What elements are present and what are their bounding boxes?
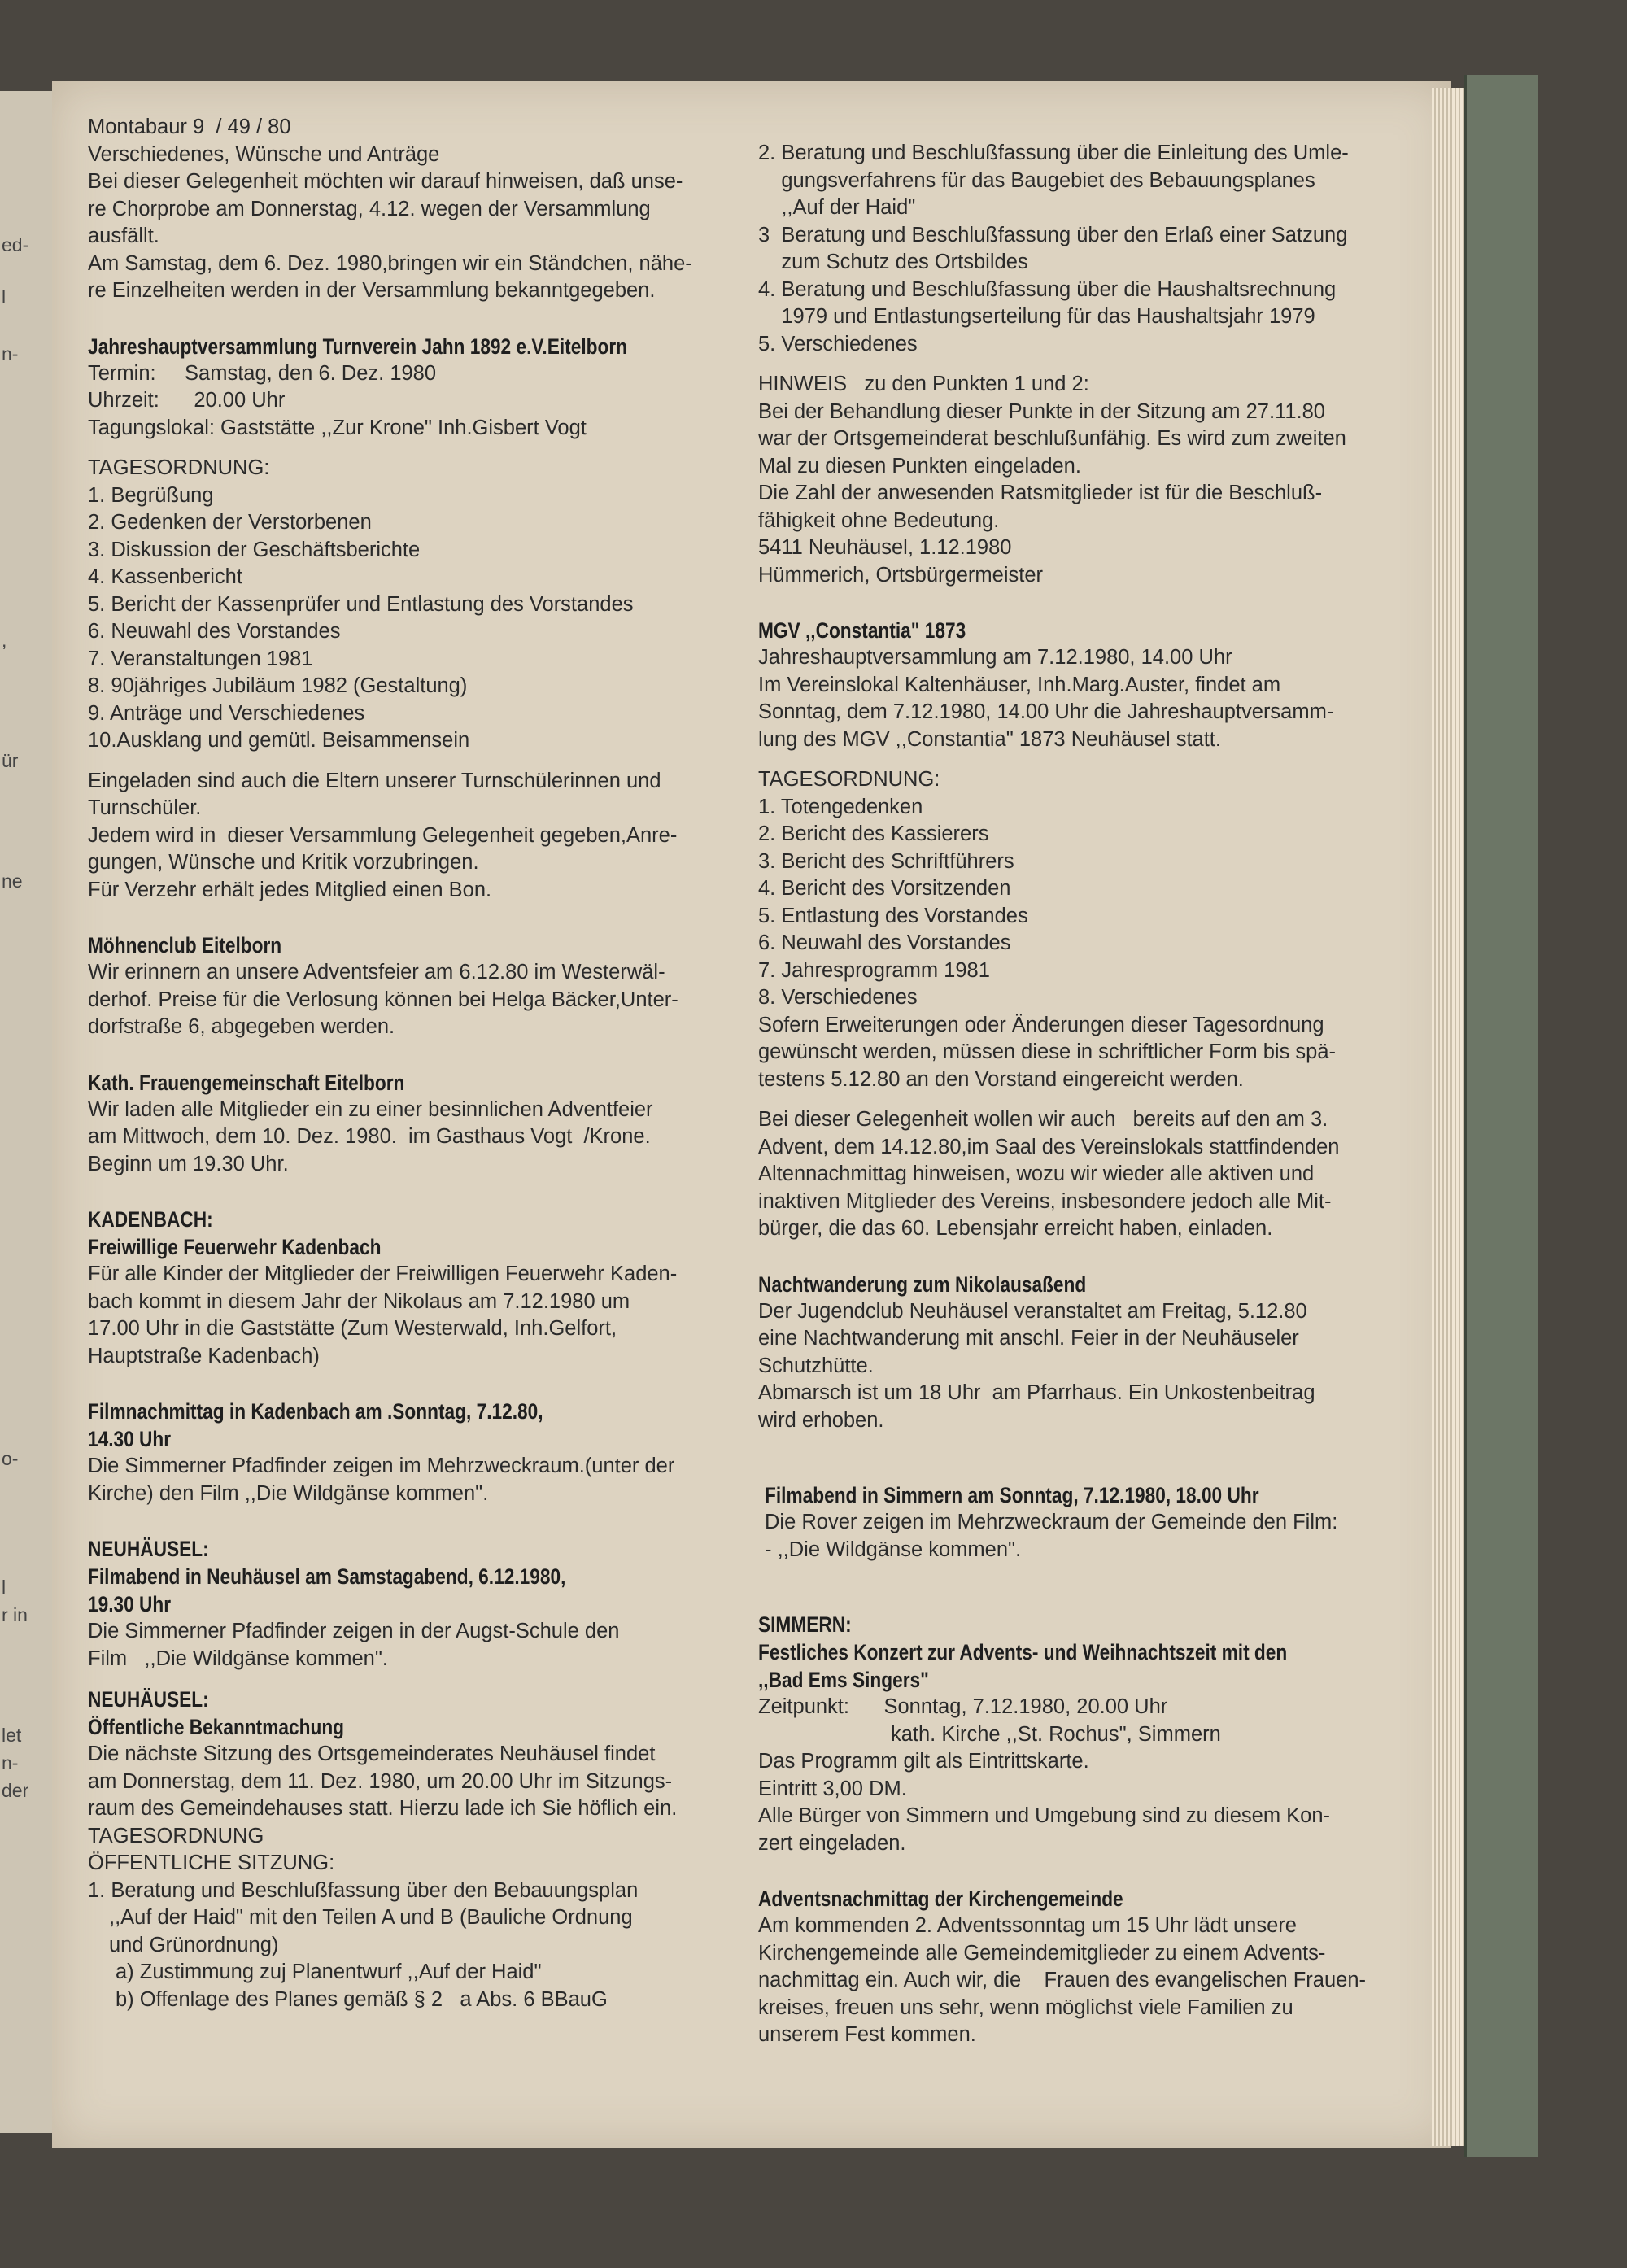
adjacent-page-fragment: n- (2, 1752, 19, 1773)
list-item: 4. Kassenbericht (88, 565, 242, 588)
sub-item: a) Zustimmung zuj Planentwurf ,,Auf der Haid" (116, 1961, 542, 1983)
announcement-text: Sofern Erweiterungen oder Änderungen dieser Tagesordnung gewünscht werden, müssen diese in schriftlicher Form bis spä- testens 5.12.80 an den Vorstand eingereicht werden. (758, 1013, 1337, 1091)
section-heading: 19.30 Uhr (88, 1592, 172, 1616)
adjacent-page-fragment: l (2, 286, 7, 307)
notice-text: HINWEIS zu den Punkten 1 und 2: Bei der Behandlung dieser Punkte in der Sitzung am 27.11.80 war der Ortsgemeinderat beschlußunfähig. Es wird zum zweiten Mal zu diesen Punkten eingeladen. Die Zahl der anwesenden Ratsmitglieder ist für die Beschluß- fähigkeit ohne Bedeutung. 5411 Neuhäusel, 1.12.1980 Hümmerich, Ortsbürgermeister (758, 373, 1346, 587)
page-stack-edge (1432, 88, 1464, 2146)
announcement-text: Bei dieser Gelegenheit möchten wir darauf hinweisen, daß unse- re Chorprobe am Donnerstag, 4.12. wegen der Versammlung ausfällt. Am Samstag, dem 6. Dez. 1980,bringen wir ein Ständchen, nähe- re Einzelheiten werden in der Versammlung bekanntgegeben. (88, 170, 692, 302)
announcement-text: Eingeladen sind auch die Eltern unserer Turnschülerinnen und Turnschüler. Jedem wird in dieser Versammlung Gelegenheit gegeben,Anre- gungen, Wünsche und Kritik vorzubringen. Für Verzehr erhält jedes Mitglied einen Bon. (88, 769, 678, 901)
adjacent-page-fragment: r in (2, 1604, 28, 1625)
section-heading: Filmabend in Neuhäusel am Samstagabend, 6.12.1980, (88, 1564, 566, 1589)
announcement-text: Der Jugendclub Neuhäusel veranstaltet am Freitag, 5.12.80 eine Nachtwanderung mit anschl. Feier in der Neuhäuseler Schutzhütte. Abmarsch ist um 18 Uhr am Pfarrhaus. Ein Unkostenbeitrag wird erhoben. (758, 1299, 1315, 1432)
section-heading: Nachtwanderung zum Nikolausaßend (758, 1271, 1087, 1297)
announcement-text: Die nächste Sitzung des Ortsgemeinderates Neuhäusel findet am Donnerstag, dem 11. Dez. 1980, um 20.00 Uhr im Sitzungs- raum des Gemeindehauses statt. Hierzu lade ich Sie höflich ein. (88, 1742, 678, 1820)
adjacent-page-fragment: ne (2, 870, 23, 892)
list-item: 5. Verschiedenes (758, 332, 918, 355)
announcement-text: Jahreshauptversammlung am 7.12.1980, 14.00 Uhr Im Vereinslokal Kaltenhäuser, Inh.Marg.Auster, findet am Sonntag, dem 7.12.1980, 14.00 Uhr die Jahreshauptversamm- lung des MGV ,,Constantia" 1873 Neuhäusel statt. (758, 646, 1334, 751)
adjacent-page-strip (0, 91, 59, 2133)
list-item: 1. Beratung und Beschlußfassung über den Bebauungsplan (88, 1878, 639, 1902)
agenda-title: TAGESORDNUNG (88, 1824, 264, 1847)
list-item-continuation: ,,Auf der Haid" mit den Teilen A und B (Bauliche Ordnung (109, 1906, 633, 1929)
agenda-list (88, 482, 739, 755)
sub-item: b) Offenlage des Planes gemäß § 2 a Abs. 6 BBauG (116, 1987, 608, 2011)
place-heading: NEUHÄUSEL: (88, 1537, 209, 1561)
section-heading: Filmnachmittag in Kadenbach am .Sonntag, 7.12.80, (88, 1399, 543, 1424)
announcement-text: Die Rover zeigen im Mehrzweckraum der Gemeinde den Film: - ,,Die Wildgänse kommen". (765, 1511, 1338, 1561)
list-item: 9. Anträge und Verschiedenes (88, 701, 365, 725)
list-item: 2. Bericht des Kassierers (758, 822, 989, 845)
section-heading: ,,Bad Ems Singers" (758, 1668, 929, 1692)
section-heading: Festliches Konzert zur Advents- und Weihnachtszeit mit den (758, 1640, 1288, 1664)
section-heading: Adventsnachmittag der Kirchengemeinde (758, 1886, 1123, 1911)
list-item: 5. Entlastung des Vorstandes (758, 904, 1028, 927)
list-item: 8. 90jähriges Jubiläum 1982 (Gestaltung) (88, 674, 468, 697)
adjacent-page-fragment: der (2, 1780, 29, 1801)
list-item: 8. Verschiedenes (758, 986, 918, 1009)
section-heading: Jahreshauptversammlung Turnverein Jahn 1892 e.V.Eitelborn (88, 334, 628, 359)
list-item: 10.Ausklang und gemütl. Beisammensein (88, 729, 470, 752)
list-item-continuation: zum Schutz des Ortsbildes (758, 251, 1028, 273)
list-item: 4. Beratung und Beschlußfassung über die Haushaltsrechnung (758, 277, 1337, 301)
section-heading: 14.30 Uhr (88, 1427, 172, 1451)
agenda-list (758, 794, 1409, 1012)
place-heading: NEUHÄUSEL: (88, 1687, 209, 1712)
list-item: 7. Veranstaltungen 1981 (88, 647, 313, 670)
list-item-continuation: gungsverfahrens für das Baugebiet des Bebauungsplanes (758, 168, 1315, 192)
announcement-text: Bei dieser Gelegenheit wollen wir auch bereits auf den am 3. Advent, dem 14.12.80,im Saal des Vereinslokals stattfindenden Altennachmittag hinweisen, wozu wir wieder alle aktiven und inaktiven Mitglieder des Vereins, insbesondere jedoch alle Mit- bürger, die das 60. Lebensjahr erreicht haben, einladen. (758, 1108, 1340, 1240)
announcement-text: Die Simmerner Pfadfinder zeigen in der Augst-Schule den Film ,,Die Wildgänse kommen". (88, 1620, 620, 1670)
list-item-continuation: 1979 und Entlastungserteilung für das Haushaltsjahr 1979 (758, 305, 1315, 328)
section-heading: Filmabend in Simmern am Sonntag, 7.12.1980, 18.00 Uhr (765, 1483, 1259, 1507)
place-heading: KADENBACH: (88, 1207, 213, 1232)
announcement-text: Am kommenden 2. Adventssonntag um 15 Uhr lädt unsere Kirchengemeinde alle Gemeindemitglieder zu einem Advents- nachmittag ein. Auch wir, die Frauen des evangelischen Frauen- kreises, freuen uns sehr, wenn möglichst viele Familien zu unserem Fest kommen. (758, 1914, 1367, 2046)
issue-header: Montabaur 9 / 49 / 80 (88, 116, 291, 138)
section-heading: Öffentliche Bekanntmachung (88, 1715, 345, 1739)
adjacent-page-fragment: let (2, 1725, 22, 1746)
section-heading: Möhnenclub Eitelborn (88, 933, 282, 957)
announcement-text: Wir erinnern an unsere Adventsfeier am 6.12.80 im Westerwäl- derhof. Preise für die Verlosung können bei Helga Bäcker,Unter- dorfstraße 6, abgegeben werden. (88, 961, 678, 1038)
announcement-text: Für alle Kinder der Mitglieder der Freiwilligen Feuerwehr Kaden- bach kommt in diesem Jahr der Nikolaus am 7.12.1980 um 17.00 Uhr in die Gaststätte (Zum Westerwald, Inh.Gelfort, Hauptstraße Kadenbach) (88, 1263, 678, 1367)
adjacent-page-fragment: l (2, 1577, 7, 1598)
agenda-list (758, 140, 1409, 358)
list-item: 3 Beratung und Beschlußfassung über den Erlaß einer Satzung (758, 223, 1348, 246)
adjacent-page-fragment: ed- (2, 234, 29, 255)
place-heading: SIMMERN: (758, 1612, 852, 1637)
agenda-list (88, 1878, 739, 2014)
adjacent-page-fragment: ür (2, 750, 19, 771)
list-item: 3. Bericht des Schriftführers (758, 849, 1014, 873)
right-column (758, 140, 1409, 2049)
list-item: 5. Bericht der Kassenprüfer und Entlastung des Vorstandes (88, 592, 634, 616)
list-item-continuation: und Grünordnung) (109, 1933, 279, 1956)
list-item: 2. Beratung und Beschlußfassung über die Einleitung des Umle- (758, 142, 1349, 164)
section-title: Verschiedenes, Wünsche und Anträge (88, 142, 440, 166)
section-heading: MGV ,,Constantia" 1873 (758, 618, 966, 643)
list-item: 3. Diskussion der Geschäftsberichte (88, 538, 421, 561)
announcement-text: Die Simmerner Pfadfinder zeigen im Mehrzweckraum.(unter der Kirche) den Film ,,Die Wildgänse kommen". (88, 1455, 675, 1505)
list-item-continuation: ,,Auf der Haid" (758, 196, 916, 219)
list-item: 4. Bericht des Vorsitzenden (758, 877, 1011, 900)
list-item: 2. Gedenken der Verstorbenen (88, 511, 372, 534)
announcement-text: Wir laden alle Mitglieder ein zu einer besinnlichen Adventfeier am Mittwoch, dem 10. Dez. 1980. im Gasthaus Vogt /Krone. Beginn um 19.30 Uhr. (88, 1097, 653, 1175)
left-column (88, 114, 739, 2013)
section-heading: Freiwillige Feuerwehr Kadenbach (88, 1235, 382, 1259)
adjacent-page-fragment: o- (2, 1448, 19, 1469)
binder-cover (1464, 75, 1538, 2157)
meeting-details: Termin: Samstag, den 6. Dez. 1980 Uhrzeit: 20.00 Uhr Tagungslokal: Gaststätte ,,Zur Krone" Inh.Gisbert Vogt (88, 361, 587, 439)
adjacent-page-fragment: , (2, 630, 7, 651)
announcement-text: Zeitpunkt: Sonntag, 7.12.1980, 20.00 Uhr kath. Kirche ,,St. Rochus", Simmern Das Programm gilt als Eintrittskarte. Eintritt 3,00 DM. Alle Bürger von Simmern und Umgebung sind zu diesem Kon- zert eingeladen. (758, 1695, 1331, 1855)
list-item: 1. Totengedenken (758, 795, 923, 818)
session-title: ÖFFENTLICHE SITZUNG: (88, 1851, 335, 1874)
agenda-title: TAGESORDNUNG: (88, 456, 270, 479)
agenda-title: TAGESORDNUNG: (758, 768, 940, 791)
list-item: 1. Begrüßung (88, 483, 214, 507)
list-item: 6. Neuwahl des Vorstandes (88, 620, 341, 643)
list-item: 6. Neuwahl des Vorstandes (758, 931, 1011, 954)
section-heading: Kath. Frauengemeinschaft Eitelborn (88, 1070, 405, 1095)
adjacent-page-fragment: n- (2, 343, 19, 364)
list-item: 7. Jahresprogramm 1981 (758, 958, 990, 982)
